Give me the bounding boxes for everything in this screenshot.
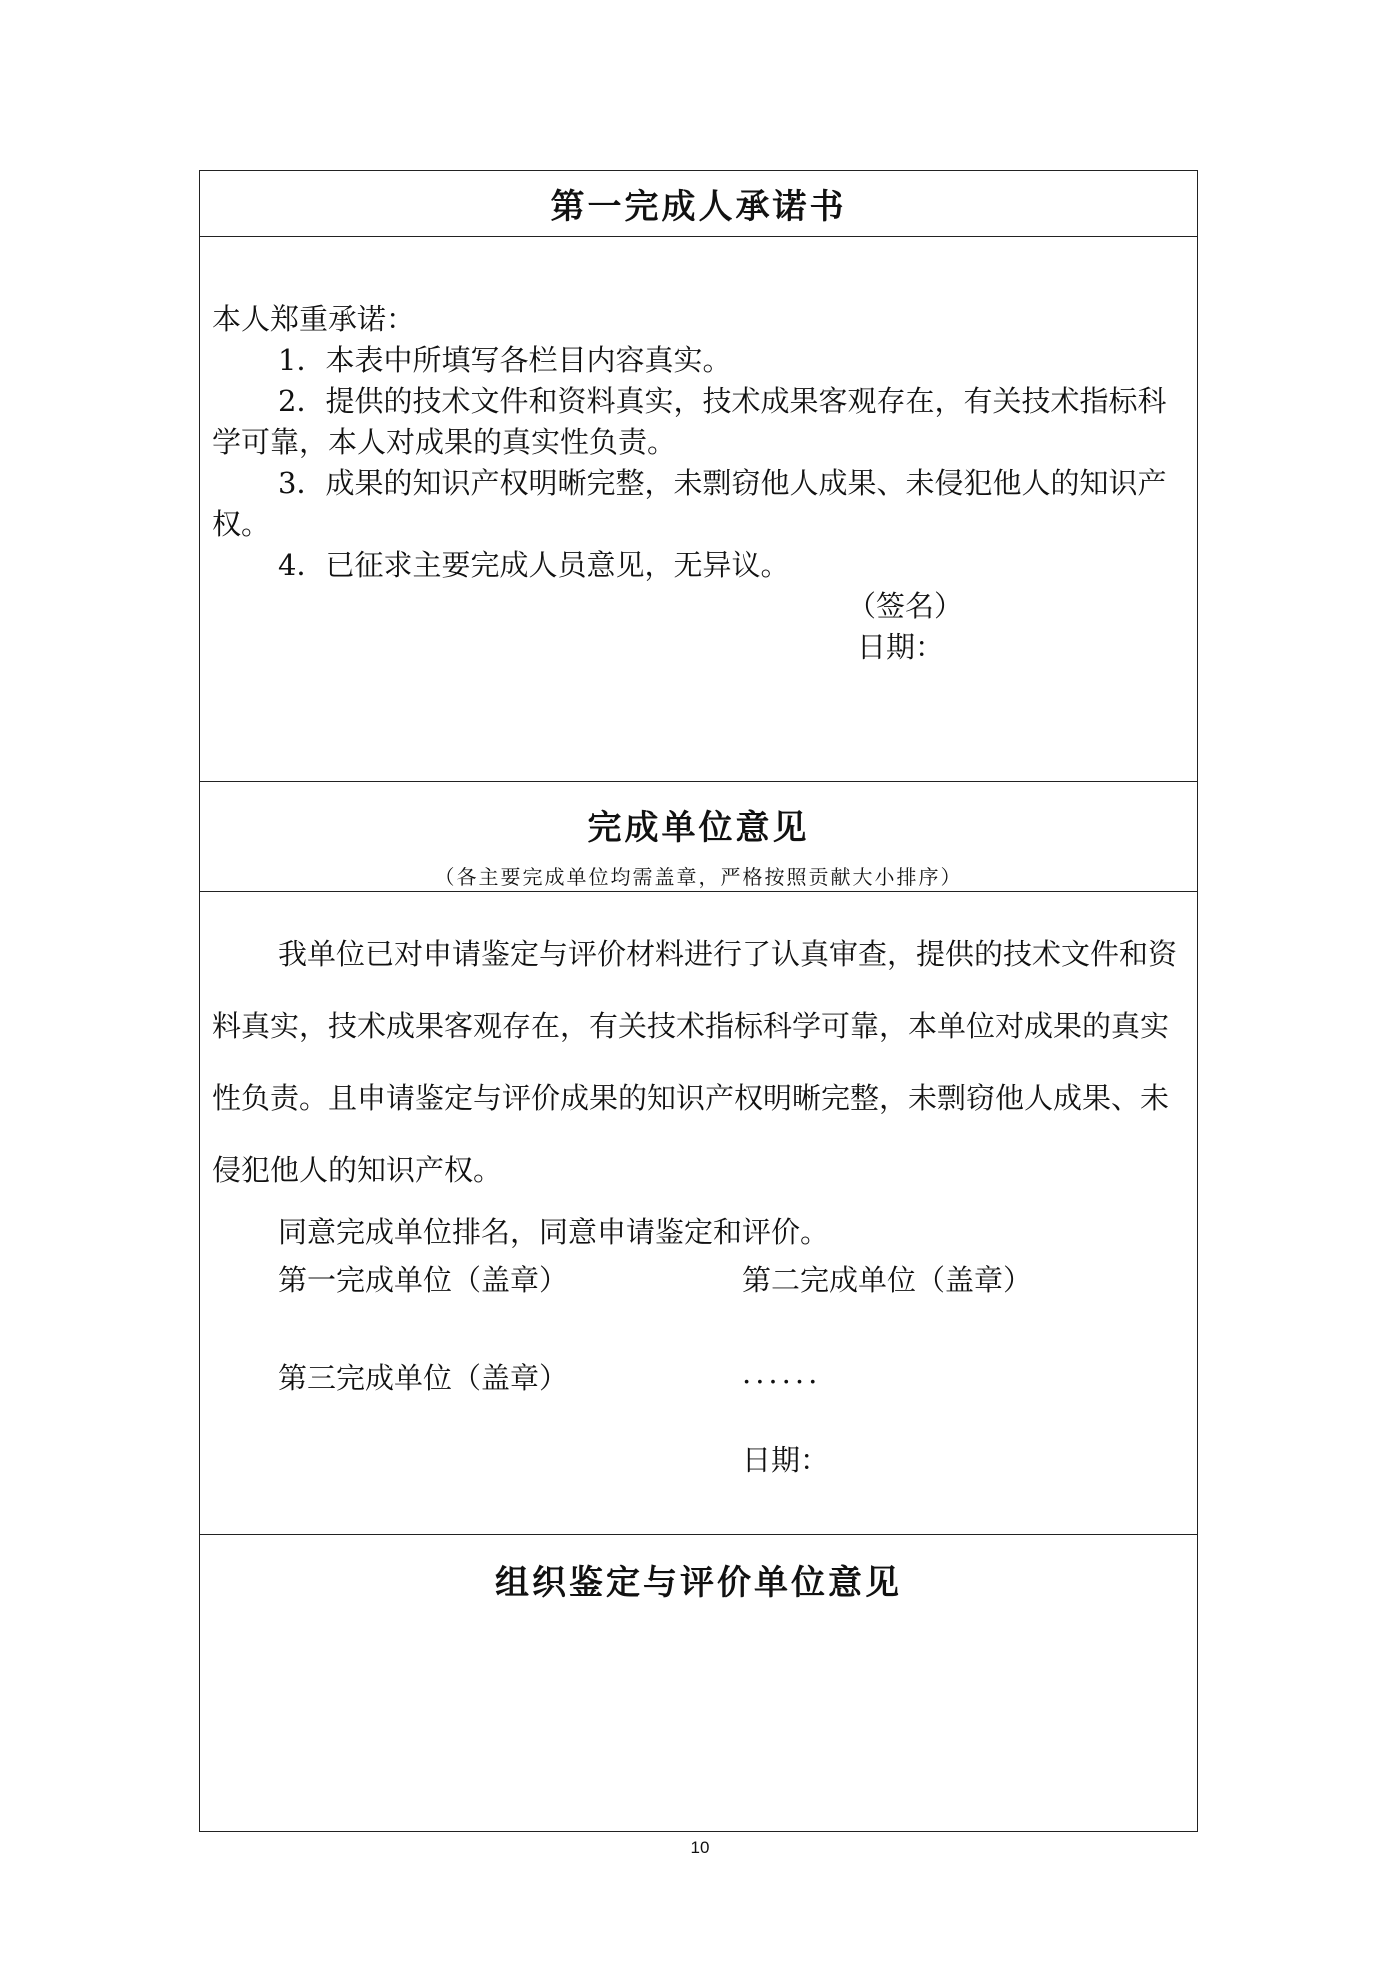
stamp-grid <box>212 1252 1185 1492</box>
stamp-third-unit: 第三完成单位（盖章） <box>278 1361 569 1395</box>
unit-opinion-note: （各主要完成单位均需盖章，严格按照贡献大小排序） <box>434 865 963 889</box>
unit-opinion-body <box>200 892 1197 1535</box>
pledge-header-row <box>200 171 1197 237</box>
pledge-item-1: 1．本表中所填写各栏目内容真实。 <box>278 343 732 377</box>
unit-opinion-header-row <box>200 782 1197 892</box>
org-opinion-title: 组织鉴定与评价单位意见 <box>495 1563 902 1603</box>
stamp-ellipsis: ...... <box>742 1356 822 1390</box>
pledge-intro: 本人郑重承诺： <box>212 302 416 336</box>
pledge-item-2: 2．提供的技术文件和资料真实，技术成果客观存在，有关技术指标科学可靠，本人对成果的真实性负责。 <box>212 384 1167 459</box>
org-opinion-row <box>200 1535 1197 1831</box>
pledge-body <box>200 299 1197 782</box>
unit-opinion-date-label: 日期： <box>742 1443 830 1477</box>
commitment-form-table <box>199 170 1198 1832</box>
unit-opinion-agree: 同意完成单位排名，同意申请鉴定和评价。 <box>278 1215 830 1249</box>
pledge-title: 第一完成人承诺书 <box>550 187 847 227</box>
pledge-item-4: 4．已征求主要完成人员意见，无异议。 <box>278 548 790 582</box>
stamp-first-unit: 第一完成单位（盖章） <box>278 1263 569 1297</box>
unit-opinion-paragraph: 我单位已对申请鉴定与评价材料进行了认真审查，提供的技术文件和资料真实，技术成果客观存在，有关技术指标科学可靠，本单位对成果的真实性负责。且申请鉴定与评价成果的知识产权明晰完整，未剽窃他人成果、未侵犯他人的知识产权。 <box>212 937 1178 1187</box>
page-number: 10 <box>690 1838 710 1857</box>
pledge-item-3: 3．成果的知识产权明晰完整，未剽窃他人成果、未侵犯他人的知识产权。 <box>212 466 1167 541</box>
pledge-signature-label: （签名） <box>847 589 964 623</box>
pledge-date-label: 日期： <box>857 630 945 664</box>
unit-opinion-title: 完成单位意见 <box>587 808 810 848</box>
stamp-second-unit: 第二完成单位（盖章） <box>742 1263 1033 1297</box>
